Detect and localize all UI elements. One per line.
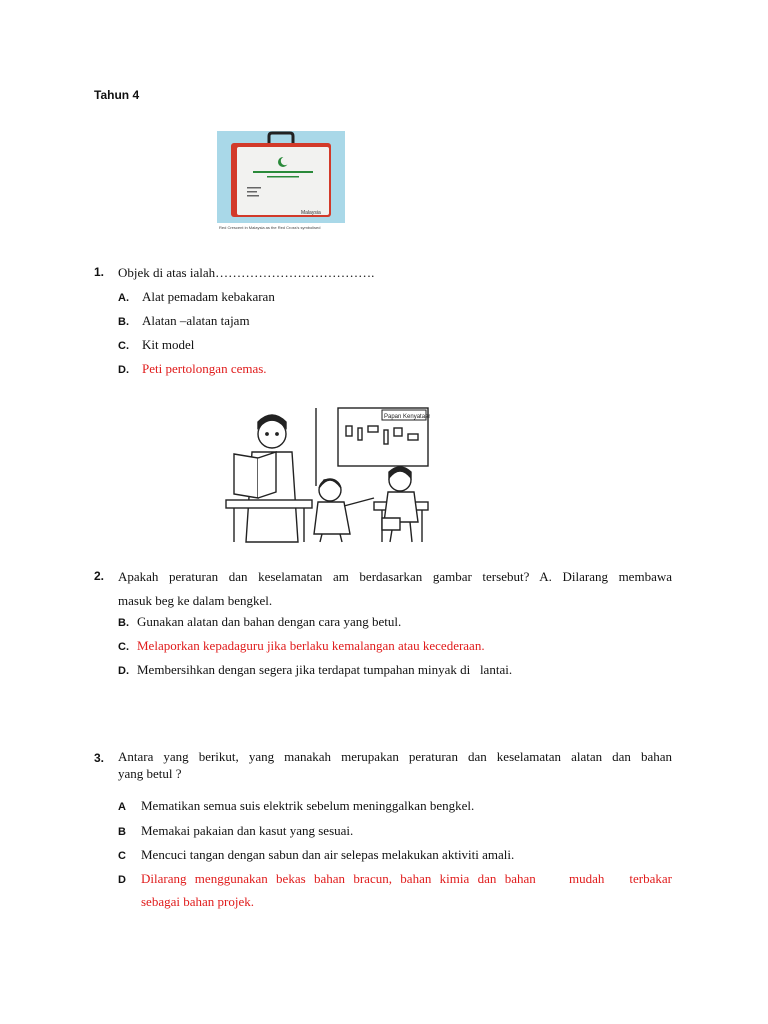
option-letter: C. [118,340,129,352]
question-1-number: 1. [94,265,105,279]
q1-option-a [118,289,275,305]
option-text-answer: Peti pertolongan cemas. [142,361,267,376]
board-label: Papan Kenyataan [384,414,430,420]
image-tag: Malaysia [301,210,321,216]
option-letter: B. [118,316,129,328]
workshop-illustration [224,406,430,544]
question-2-text-line2: masuk beg ke dalam bengkel. [118,593,273,608]
option-letter: C [118,850,126,862]
question-2-text-line1: Apakah peraturan dan keselamatan am berdasarkan gambar tersebut? A. Dilarang membawa [118,569,672,584]
option-text: Alatan –alatan tajam [142,313,250,328]
q2-option-c [118,638,485,654]
option-letter: A [118,801,126,813]
option-letter: B. [118,617,129,629]
q2-option-b [118,614,401,630]
question-3-text-line2: yang betul ? [118,766,182,781]
q3-option-a [118,798,474,814]
question-2-number: 2. [94,569,105,583]
option-text: Membersihkan dengan segera jika terdapat tumpahan minyak di lantai. [137,662,513,677]
option-text: Memakai pakaian dan kasut yang sesuai. [141,823,354,838]
option-text: Alat pemadam kebakaran [142,289,275,304]
q3-option-d [118,871,141,887]
option-letter: D. [118,665,129,677]
question-1-text: Objek di atas ialah………………………………. [118,265,375,280]
q1-option-d [118,361,267,377]
image-caption: Red Crescent in Malaysia as the Red Cross's symbolised [219,225,321,230]
q1-option-c [118,337,194,353]
option-text: Mematikan semua suis elektrik sebelum meninggalkan bengkel. [141,798,475,813]
question-3-text-line1: Antara yang berikut, yang manakah merupakan peraturan dan keselamatan alatan dan bahan [118,749,672,764]
q2-option-d [118,662,512,678]
q3-option-d-text-line2: sebagai bahan projek. [141,894,254,909]
page-header: Tahun 4 [94,88,140,102]
q3-option-d-text-line1: Dilarang menggunakan bekas bahan bracun, bahan kimia dan bahan mudah terbakar [141,871,672,886]
option-letter: B [118,826,126,838]
question-3-number: 3. [94,751,105,765]
option-letter: D. [118,364,129,376]
option-text-answer: Melaporkan kepadaguru jika berlaku kemalangan atau kecederaan. [137,638,485,653]
option-text: Gunakan alatan dan bahan dengan cara yang betul. [137,614,402,629]
option-letter: D [118,874,126,886]
q3-option-c [118,847,514,863]
option-letter: A. [118,292,129,304]
option-text: Kit model [142,337,195,352]
q3-option-b [118,823,353,839]
option-text: Mencuci tangan dengan sabun dan air selepas melakukan aktiviti amali. [141,847,515,862]
first-aid-kit-image [217,131,345,231]
option-letter: C. [118,641,129,653]
q1-option-b [118,313,250,329]
